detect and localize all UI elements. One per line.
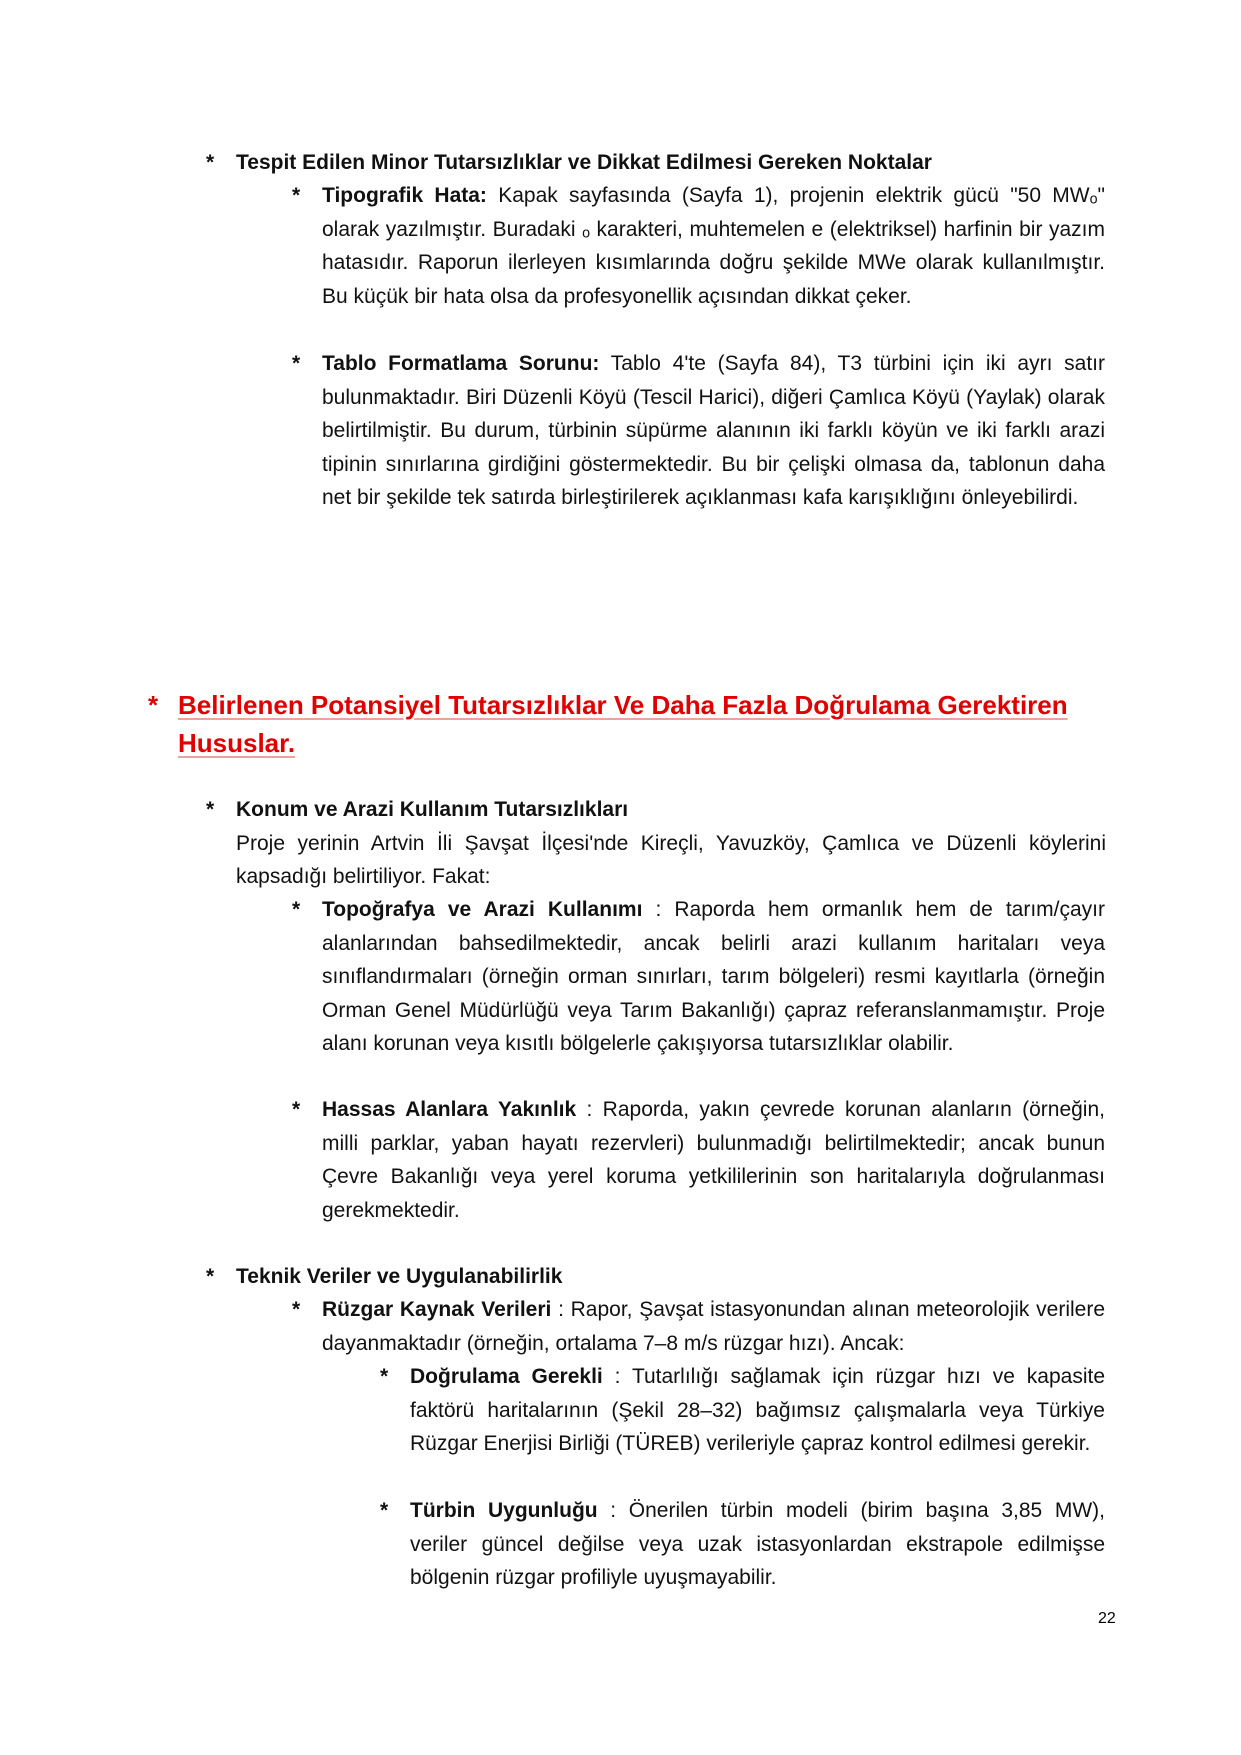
item-text: : Rapor, Şavşat istasyonundan alınan meteorolojik verilere dayanmaktadır (örneğin, ortalama 7–8 m/s rüzgar hızı). Ancak: xyxy=(322,1298,1106,1355)
bullet-asterisk: * xyxy=(206,1265,215,1288)
section-title: Tespit Edilen Minor Tutarsızlıklar ve Dikkat Edilmesi Gereken Noktalar xyxy=(236,151,932,174)
page-number: 22 xyxy=(1098,1610,1116,1627)
bullet-asterisk: * xyxy=(206,798,215,821)
bullet-asterisk: * xyxy=(292,1098,301,1121)
subsection-intro: Proje yerinin Artvin İli Şavşat İlçesi'nde Kireçli, Yavuzköy, Çamlıca ve Düzenli köylerini kapsadığı belirtiliyor. Fakat: xyxy=(236,831,1106,888)
bullet-asterisk: * xyxy=(148,690,159,720)
bullet-asterisk: * xyxy=(292,184,301,207)
bullet-asterisk: * xyxy=(292,898,301,921)
item-text: : Raporda, yakın çevrede korunan alanların (örneğin, milli parklar, yaban hayatı rezervleri) bulunmadığı belirtilmektedir; ancak bunun Çevre Bakanlığı veya yerel koruma yetkililerinin son haritalarıyla doğrulanması gerekmektedir. xyxy=(322,1098,1105,1222)
heading-text: Belirlenen Potansiyel Tutarsızlıklar Ve Daha Fazla Doğrulama Gerektiren Hususlar. xyxy=(178,690,1068,758)
list-item-turbin-suitability xyxy=(380,1494,1105,1595)
bullet-asterisk: * xyxy=(206,151,215,174)
item-label: Rüzgar Kaynak Verileri xyxy=(322,1298,552,1321)
subsection-technical xyxy=(206,1260,1106,1294)
bullet-asterisk: * xyxy=(380,1365,389,1388)
item-label: Tablo Formatlama Sorunu: xyxy=(322,352,600,375)
item-label: Tipografik Hata: xyxy=(322,184,487,207)
item-label: Türbin Uygunluğu xyxy=(410,1499,598,1522)
item-label: Topoğrafya ve Arazi Kullanımı xyxy=(322,898,643,921)
bullet-asterisk: * xyxy=(380,1499,389,1522)
list-item-table-format xyxy=(292,347,1105,515)
list-item-typo-error xyxy=(292,179,1105,313)
item-label: Hassas Alanlara Yakınlık xyxy=(322,1098,577,1121)
subsection-title: Konum ve Arazi Kullanım Tutarsızlıkları xyxy=(236,798,629,821)
item-text: : Önerilen türbin modeli (birim başına 3,85 MW), veriler güncel değilse veya uzak istasyonlardan ekstrapole edilmişse bölgenin rüzgar profiliyle uyuşmayabilir. xyxy=(410,1499,1105,1589)
minor-issues-section xyxy=(206,146,1136,180)
item-label: Doğrulama Gerekli xyxy=(410,1365,603,1388)
subsection-location xyxy=(206,793,1106,894)
section-heading xyxy=(148,686,1128,762)
item-text: Tablo 4'te (Sayfa 84), T3 türbini için iki ayrı satır bulunmaktadır. Biri Düzenli Köyü (Tescil Harici), diğeri Çamlıca Köyü (Yaylak) olarak belirtilmiştir. Bu durum, türbinin süpürme alanının iki farklı köyün ve iki farklı arazi tipinin sınırlarına girdiğini göstermektedir. Bu bir çelişki olmasa da, tablonun daha net bir şekilde tek satırda birleştirilerek açıklanması kafa karışıklığını önleyebilirdi. xyxy=(322,352,1105,509)
list-item-wind-data xyxy=(292,1293,1105,1360)
list-item-verification-required xyxy=(380,1360,1105,1461)
list-item-topography xyxy=(292,893,1105,1061)
subsection-title: Teknik Veriler ve Uygulanabilirlik xyxy=(236,1265,563,1288)
bullet-asterisk: * xyxy=(292,1298,301,1321)
item-text: : Tutarlılığı sağlamak için rüzgar hızı ve kapasite faktörü haritalarının (Şekil 28–32) bağımsız çalışmalarla veya Türkiye Rüzgar Enerjisi Birliği (TÜREB) verileriyle çapraz kontrol edilmesi gerekir. xyxy=(410,1365,1105,1455)
item-text: : Raporda hem ormanlık hem de tarım/çayır alanlarından bahsedilmektedir, ancak belirli arazi kullanım haritaları veya sınıflandırmaları (örneğin orman sınırları, tarım bölgeleri) resmi kayıtlarla (örneğin Orman Genel Müdürlüğü veya Tarım Bakanlığı) çapraz referanslanmamıştır. Proje alanı korunan veya kısıtlı bölgelerle çakışıyorsa tutarsızlıklar olabilir. xyxy=(322,898,1105,1055)
list-item-sensitive-areas xyxy=(292,1093,1105,1227)
item-text: Kapak sayfasında (Sayfa 1), projenin elektrik gücü "50 MWₒ" olarak yazılmıştır. Buradaki ₒ karakteri, muhtemelen e (elektriksel) harfinin bir yazım hatasıdır. Raporun ilerleyen kısımlarında doğru şekilde MWe olarak kullanılmıştır. Bu küçük bir hata olsa da profesyonellik açısından dikkat çeker. xyxy=(322,184,1106,308)
bullet-asterisk: * xyxy=(292,352,301,375)
